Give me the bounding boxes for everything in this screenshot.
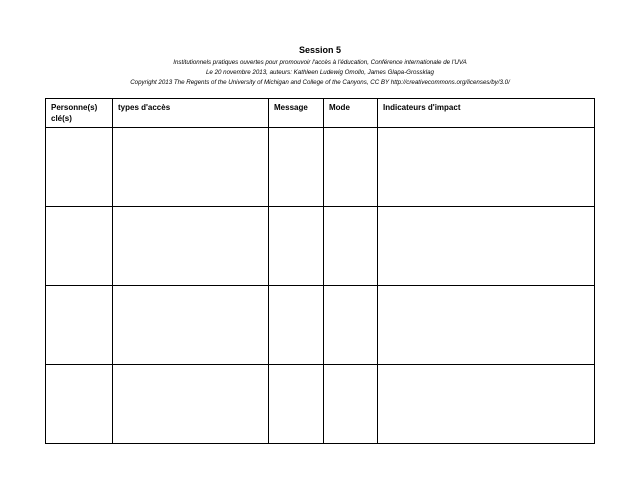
table-cell[interactable]: [378, 365, 595, 444]
table-cell[interactable]: [113, 128, 269, 207]
header-mode: Mode: [324, 99, 378, 128]
table-cell[interactable]: [378, 128, 595, 207]
subtitle-conference: Institutionnels pratiques ouvertes pour promouvoir l'accès à l'éducation, Conférence internationale de l'UVA: [173, 59, 467, 66]
page-title: Session 5: [298, 45, 342, 55]
table-cell[interactable]: [113, 207, 269, 286]
table-cell[interactable]: [324, 286, 378, 365]
header-access-types: types d'accès: [113, 99, 269, 128]
subtitle-date-authors: Le 20 novembre 2013, auteurs: Kathleen Ludewig Omollo, James Glapa-Grossklag: [205, 69, 435, 76]
table-cell[interactable]: [46, 286, 113, 365]
header-message: Message: [269, 99, 324, 128]
table-row: [46, 207, 595, 286]
table-cell[interactable]: [113, 286, 269, 365]
table-row: [46, 286, 595, 365]
table-cell[interactable]: [113, 365, 269, 444]
header-key-persons: Personne(s) clé(s): [46, 99, 113, 128]
planning-table: [45, 98, 595, 444]
table-cell[interactable]: [46, 365, 113, 444]
table-row: [46, 128, 595, 207]
table-cell[interactable]: [324, 365, 378, 444]
table-cell[interactable]: [324, 207, 378, 286]
header-impact-indicators: Indicateurs d'impact: [378, 99, 595, 128]
table-cell[interactable]: [269, 365, 324, 444]
table-row: [46, 365, 595, 444]
table-cell[interactable]: [324, 128, 378, 207]
table-cell[interactable]: [46, 128, 113, 207]
table-cell[interactable]: [46, 207, 113, 286]
table-cell[interactable]: [269, 128, 324, 207]
table-cell[interactable]: [269, 286, 324, 365]
document-header: [0, 45, 640, 88]
table-header-row: [46, 99, 595, 128]
subtitle-copyright: Copyright 2013 The Regents of the University of Michigan and College of the Canyons, CC BY http://creativecommons.org/licenses/by/3.0/: [130, 79, 510, 86]
table-cell[interactable]: [269, 207, 324, 286]
table-cell[interactable]: [378, 286, 595, 365]
table-cell[interactable]: [378, 207, 595, 286]
